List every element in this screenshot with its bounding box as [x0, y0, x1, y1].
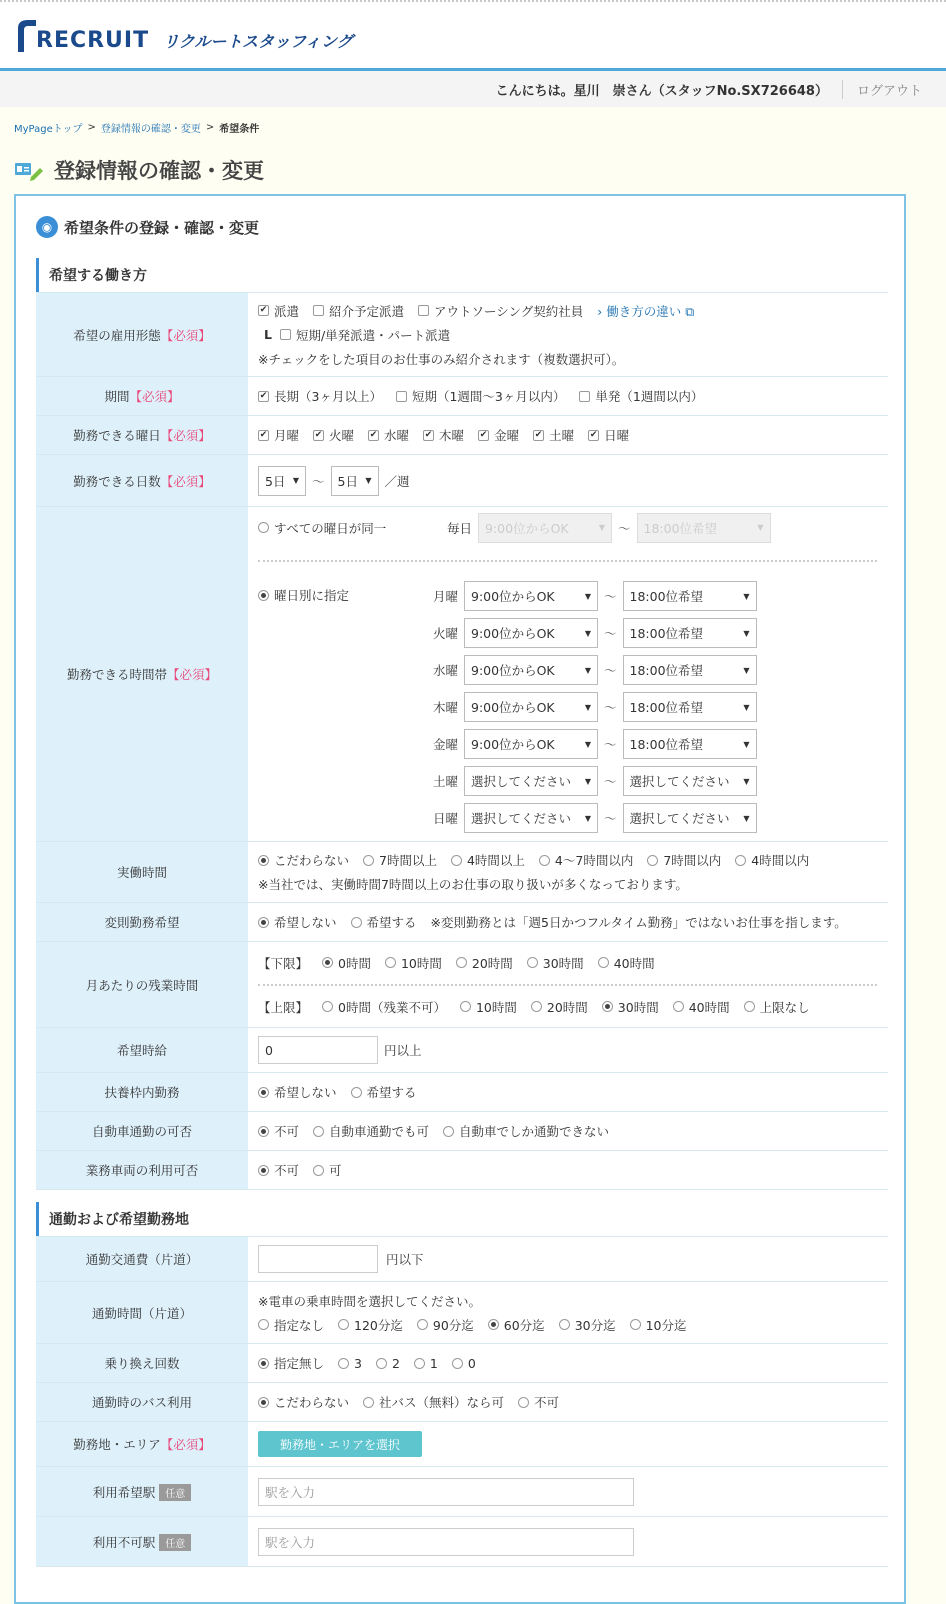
hours-per-day-radio[interactable]: 曜日別に指定	[258, 586, 349, 604]
label-cell: 月あたりの残業時間	[36, 942, 248, 1028]
vehicle-option[interactable]: 可	[313, 1161, 342, 1179]
sat-to-select[interactable]: 選択してください ▼	[623, 766, 757, 796]
radio-icon	[559, 1319, 570, 1330]
label-cell: 扶養枠内勤務	[36, 1073, 248, 1112]
transfer-option[interactable]: 2	[376, 1356, 400, 1371]
radio-icon	[338, 1358, 349, 1369]
label-cell: 変則勤務希望	[36, 903, 248, 942]
mon-to-select[interactable]: 18:00位希望 ▼	[623, 581, 757, 611]
value-cell	[248, 1517, 888, 1567]
dotted-divider	[258, 984, 877, 986]
radio-icon	[460, 1001, 471, 1012]
days-from-select[interactable]: 5日 ▼	[258, 466, 306, 496]
bus-option[interactable]: 不可	[518, 1393, 559, 1411]
recruit-logo[interactable]	[14, 18, 353, 52]
days-to-select[interactable]: 5日 ▼	[331, 466, 379, 496]
overtime-lower-option[interactable]: 0時間	[322, 954, 371, 972]
radio-icon	[417, 1319, 428, 1330]
commute-time-option[interactable]: 120分迄	[338, 1316, 403, 1334]
label-cell: 勤務できる曜日【必須】	[36, 416, 248, 455]
overtime-upper-option[interactable]: 40時間	[673, 998, 730, 1016]
row-bus	[36, 1383, 888, 1422]
weekday-sat[interactable]: ✔ 土曜	[534, 428, 575, 443]
row-time-slots	[36, 507, 888, 842]
work-style-table	[36, 292, 888, 1190]
dropdown-arrow-icon: ▼	[743, 813, 750, 823]
value-cell	[248, 1237, 888, 1282]
radio-selected-icon	[258, 1397, 269, 1408]
hours-all-same-radio[interactable]: すべての曜日が同一	[258, 519, 422, 537]
wed-to-select[interactable]: 18:00位希望 ▼	[623, 655, 757, 685]
label-cell: 業務車両の利用可否	[36, 1151, 248, 1190]
actual-option[interactable]: 4〜7時間以内	[539, 851, 633, 869]
radio-icon	[539, 855, 550, 866]
checkbox-icon	[280, 329, 291, 340]
weekday-mon[interactable]: ✔ 月曜	[259, 428, 300, 443]
value-cell	[248, 842, 888, 903]
value-cell	[248, 416, 888, 455]
thu-to-select[interactable]: 18:00位希望 ▼	[623, 692, 757, 722]
dropdown-arrow-icon: ▼	[743, 776, 750, 786]
overtime-upper-label: 【上限】	[258, 999, 309, 1015]
excluded-station-input[interactable]: 駅を入力	[258, 1528, 634, 1556]
employment-option-short-term[interactable]: 短期/単発派遣・パート派遣	[280, 326, 450, 344]
overtime-lower-option[interactable]: 20時間	[456, 954, 513, 972]
row-days-per-week	[36, 455, 888, 507]
dropdown-arrow-icon: ▼	[584, 776, 591, 786]
dropdown-arrow-icon: ▼	[584, 591, 591, 601]
tag-icon: ◉	[36, 216, 58, 238]
breadcrumb-registration[interactable]: 登録情報の確認・変更	[100, 123, 201, 135]
fri-to-select[interactable]: 18:00位希望 ▼	[623, 729, 757, 759]
radio-icon	[452, 1358, 463, 1369]
car-option[interactable]: 自動車でしか通勤できない	[443, 1122, 609, 1140]
actual-option[interactable]: 7時間以上	[363, 851, 437, 869]
value-cell	[248, 1383, 888, 1422]
tue-to-select[interactable]: 18:00位希望 ▼	[623, 618, 757, 648]
hours-row-sun: 日曜 選択してください ▼ 〜 選択してください ▼	[422, 800, 757, 837]
checkbox-checked-icon: ✔	[369, 429, 378, 440]
wage-input[interactable]: 0	[258, 1036, 378, 1064]
row-weekdays	[36, 416, 888, 455]
logo-subtext: リクルートスタッフィング	[163, 32, 353, 51]
irregular-option[interactable]: 希望しない	[258, 913, 337, 931]
label-cell: 期間【必須】	[36, 377, 248, 416]
overtime-lower-label: 【下限】	[258, 955, 309, 971]
preferred-station-input[interactable]: 駅を入力	[258, 1478, 634, 1506]
dropdown-arrow-icon: ▼	[584, 628, 591, 638]
value-cell	[248, 1073, 888, 1112]
radio-icon	[598, 957, 609, 968]
row-transfers	[36, 1344, 888, 1383]
weekday-sun[interactable]: ✔ 日曜	[589, 428, 630, 443]
value-cell	[248, 903, 888, 942]
radio-icon	[647, 855, 658, 866]
commute-time-option[interactable]: 90分迄	[417, 1316, 474, 1334]
mon-from-select[interactable]: 9:00位からOK ▼	[464, 581, 598, 611]
recruit-logo-mark-icon	[14, 18, 38, 52]
weekday-fri[interactable]: ✔ 金曜	[479, 428, 520, 443]
user-bar	[0, 71, 946, 107]
row-excluded-station	[36, 1517, 888, 1567]
radio-selected-icon	[258, 590, 269, 601]
commute-time-option[interactable]: 10分迄	[630, 1316, 687, 1334]
overtime-upper-option[interactable]: 20時間	[531, 998, 588, 1016]
transfer-option[interactable]: 3	[338, 1356, 362, 1371]
days-unit: ／週	[384, 473, 410, 489]
value-cell	[248, 1112, 888, 1151]
dropdown-arrow-icon: ▼	[584, 813, 591, 823]
checkbox-checked-icon: ✔	[314, 429, 323, 440]
radio-selected-icon	[258, 917, 269, 928]
dropdown-arrow-icon: ▼	[743, 702, 750, 712]
dropdown-arrow-icon: ▼	[584, 665, 591, 675]
irregular-option[interactable]: 希望する	[351, 913, 417, 931]
overtime-upper-option[interactable]: 30時間	[602, 998, 659, 1016]
external-link-icon: ⧉	[685, 303, 695, 319]
value-cell: すべての曜日が同一 毎日 9:00位からOK ▼ 〜 18:00位希望 ▼ 曜日別に指定 月曜 9:00位からOK ▼ 〜 18:00位希望 ▼ 火曜 9:00位からOK ▼ 〜 18:00位希望 ▼ 水曜 9:00位からOK ▼ 〜 18:00位希望 ▼ 木曜 9:00位からOK ▼ 〜 18:00位希望 ▼ 金曜 9:00位からOK ▼ 〜 18:00位希望 ▼ 土曜 選択してください ▼ 〜 選択してください ▼ 日曜 選択してください ▼ 〜 選択してください ▼	[248, 507, 888, 842]
radio-icon	[673, 1001, 684, 1012]
fare-input[interactable]	[258, 1245, 378, 1273]
actual-option[interactable]: 4時間以上	[451, 851, 525, 869]
radio-icon	[385, 957, 396, 968]
car-option[interactable]: 自動車通勤でも可	[313, 1122, 429, 1140]
value-cell	[248, 1151, 888, 1190]
commute-table	[36, 1236, 888, 1567]
everyday-label: 毎日	[446, 520, 472, 536]
employment-label: 希望の雇用形態	[73, 327, 161, 343]
row-overtime	[36, 942, 888, 1028]
page-title-row	[0, 147, 946, 193]
checkbox-checked-icon: ✔	[424, 429, 433, 440]
vehicle-option[interactable]: 不可	[258, 1161, 299, 1179]
actual-option[interactable]: 7時間以内	[647, 851, 721, 869]
radio-icon	[527, 957, 538, 968]
weekday-thu[interactable]: ✔ 木曜	[424, 428, 465, 443]
radio-selected-icon	[488, 1319, 499, 1330]
hours-row-thu: 木曜 9:00位からOK ▼ 〜 18:00位希望 ▼	[422, 689, 757, 726]
breadcrumb-current: 希望条件	[219, 123, 260, 135]
checkbox-icon	[418, 305, 429, 316]
car-option[interactable]: 不可	[258, 1122, 299, 1140]
wed-from-select[interactable]: 9:00位からOK ▼	[464, 655, 598, 685]
row-company-vehicle	[36, 1151, 888, 1190]
dependent-option[interactable]: 希望しない	[258, 1083, 337, 1101]
row-actual-hours	[36, 842, 888, 903]
weekday-wed[interactable]: ✔ 水曜	[369, 428, 410, 443]
radio-selected-icon	[258, 1126, 269, 1137]
checkbox-checked-icon: ✔	[259, 305, 268, 315]
radio-icon	[363, 1397, 374, 1408]
checkbox-checked-icon: ✔	[534, 429, 543, 440]
preferences-card	[14, 194, 906, 1604]
sat-from-select[interactable]: 選択してください ▼	[464, 766, 598, 796]
fare-unit: 円以下	[386, 1252, 424, 1267]
hours-row-tue: 火曜 9:00位からOK ▼ 〜 18:00位希望 ▼	[422, 615, 757, 652]
radio-icon	[443, 1126, 454, 1137]
label-cell: 利用希望駅 任意	[36, 1467, 248, 1517]
bus-option[interactable]: 社バス（無料）なら可	[363, 1393, 504, 1411]
section-commute-title: 通勤および希望勤務地	[36, 1202, 904, 1236]
overtime-lower-option[interactable]: 10時間	[385, 954, 442, 972]
checkbox-icon	[313, 305, 324, 316]
all-from-select[interactable]: 9:00位からOK ▼	[478, 513, 612, 543]
label-cell: 勤務できる日数【必須】	[36, 455, 248, 507]
hours-row-fri: 金曜 9:00位からOK ▼ 〜 18:00位希望 ▼	[422, 726, 757, 763]
all-to-select[interactable]: 18:00位希望 ▼	[637, 513, 771, 543]
row-preferred-station	[36, 1467, 888, 1517]
radio-icon	[456, 957, 467, 968]
radio-selected-icon	[258, 1087, 269, 1098]
radio-icon	[630, 1319, 641, 1330]
hours-row-wed: 水曜 9:00位からOK ▼ 〜 18:00位希望 ▼	[422, 652, 757, 689]
period-long[interactable]: ✔ 長期（3ヶ月以上）	[259, 389, 382, 404]
dropdown-arrow-icon: ▼	[292, 476, 299, 485]
label-cell: 乗り換え回数	[36, 1344, 248, 1383]
value-cell: 5日 ▼ 〜 5日 ▼ ／週	[248, 455, 888, 507]
label-cell	[36, 293, 248, 377]
work-style-difference-link[interactable]: › 働き方の違い ⧉	[597, 303, 695, 319]
radio-selected-icon	[258, 1165, 269, 1176]
label-cell: 利用不可駅 任意	[36, 1517, 248, 1567]
employment-option-shokai[interactable]: 紹介予定派遣	[313, 302, 404, 320]
row-dependent	[36, 1073, 888, 1112]
overtime-lower-option[interactable]: 30時間	[527, 954, 584, 972]
breadcrumb-mypage-top[interactable]: MyPageトップ	[14, 123, 83, 135]
sun-to-select[interactable]: 選択してください ▼	[623, 803, 757, 833]
label-cell: 通勤交通費（片道）	[36, 1237, 248, 1282]
logout-link[interactable]: ログアウト	[856, 83, 922, 99]
value-cell	[248, 1422, 888, 1467]
user-greeting: こんにちは。星川 崇さん（スタッフNo.SX726648）	[496, 80, 843, 99]
dropdown-arrow-icon: ▼	[743, 739, 750, 749]
radio-icon	[414, 1358, 425, 1369]
overtime-upper-option[interactable]: 上限なし	[744, 998, 810, 1016]
overtime-upper-option[interactable]: 10時間	[460, 998, 517, 1016]
card-header	[16, 196, 904, 258]
thu-from-select[interactable]: 9:00位からOK ▼	[464, 692, 598, 722]
checkbox-checked-icon: ✔	[259, 390, 268, 401]
label-cell: 希望時給	[36, 1028, 248, 1073]
row-employment-type	[36, 293, 888, 377]
overtime-lower-option[interactable]: 40時間	[598, 954, 655, 972]
profile-edit-icon	[14, 159, 44, 181]
card-title: 希望条件の登録・確認・変更	[64, 218, 260, 237]
radio-icon	[258, 522, 269, 533]
checkbox-checked-icon: ✔	[589, 429, 598, 440]
irregular-note: ※変則勤務とは「週5日かつフルタイム勤務」ではないお仕事を指します。	[430, 915, 847, 930]
page-title: 登録情報の確認・変更	[54, 159, 264, 183]
commute-time-option[interactable]: 60分迄	[488, 1316, 545, 1334]
employment-option-outsourcing[interactable]: アウトソーシング契約社員	[418, 302, 583, 320]
tue-from-select[interactable]: 9:00位からOK ▼	[464, 618, 598, 648]
radio-icon	[744, 1001, 755, 1012]
radio-icon	[313, 1165, 324, 1176]
row-commute-time	[36, 1282, 888, 1344]
row-commute-fare	[36, 1237, 888, 1282]
checkbox-icon	[396, 391, 407, 402]
checkbox-checked-icon: ✔	[259, 429, 268, 440]
period-short[interactable]: 短期（1週間〜3ヶ月以内）	[396, 387, 565, 405]
label-cell: 勤務地・エリア【必須】	[36, 1422, 248, 1467]
radio-icon	[313, 1126, 324, 1137]
breadcrumb-separator: >	[87, 121, 96, 133]
breadcrumb-separator: >	[205, 121, 215, 133]
sun-from-select[interactable]: 選択してください ▼	[464, 803, 598, 833]
commute-time-note: ※電車の乗車時間を選択してください。	[258, 1293, 481, 1309]
transfer-option[interactable]: 指定無し	[258, 1354, 324, 1372]
value-cell	[248, 1344, 888, 1383]
value-cell	[248, 1028, 888, 1073]
radio-icon	[363, 855, 374, 866]
value-cell	[248, 1467, 888, 1517]
radio-icon	[351, 917, 362, 928]
radio-icon	[322, 1001, 333, 1012]
radio-selected-icon	[258, 1358, 269, 1369]
dependent-option[interactable]: 希望する	[351, 1083, 417, 1101]
optional-badge: 任意	[159, 1534, 191, 1551]
hours-row-mon: 月曜 9:00位からOK ▼ 〜 18:00位希望 ▼	[422, 578, 757, 615]
overtime-upper-option[interactable]: 0時間（残業不可）	[322, 998, 446, 1016]
value-cell	[248, 293, 888, 377]
label-cell: 勤務できる時間帯【必須】	[36, 507, 248, 842]
dropdown-arrow-icon: ▼	[365, 476, 372, 485]
value-cell	[248, 377, 888, 416]
row-wage	[36, 1028, 888, 1073]
bus-option[interactable]: こだわらない	[258, 1393, 349, 1411]
fri-from-select[interactable]: 9:00位からOK ▼	[464, 729, 598, 759]
radio-icon	[531, 1001, 542, 1012]
required-mark: 【必須】	[160, 327, 211, 343]
radio-icon	[338, 1319, 349, 1330]
commute-time-option[interactable]: 指定なし	[258, 1316, 324, 1334]
radio-icon	[451, 855, 462, 866]
label-cell: 自動車通勤の可否	[36, 1112, 248, 1151]
dropdown-arrow-icon: ▼	[757, 523, 764, 532]
weekday-tue[interactable]: ✔ 火曜	[314, 428, 355, 443]
actual-note: ※当社では、実働時間7時間以上のお仕事の取り扱いが多くなっております。	[258, 877, 688, 892]
dropdown-arrow-icon: ▼	[743, 591, 750, 601]
section-work-style-title: 希望する働き方	[36, 258, 904, 292]
radio-selected-icon	[602, 1001, 613, 1012]
dropdown-arrow-icon: ▼	[598, 523, 605, 532]
row-work-area	[36, 1422, 888, 1467]
value-cell	[248, 942, 888, 1028]
employment-option-haken[interactable]: ✔ 派遣	[259, 303, 300, 319]
row-period	[36, 377, 888, 416]
radio-icon	[735, 855, 746, 866]
radio-icon	[376, 1358, 387, 1369]
dropdown-arrow-icon: ▼	[584, 739, 591, 749]
employment-note: ※チェックをした項目のお仕事のみ紹介されます（複数選択可）。	[258, 351, 625, 367]
breadcrumb	[0, 107, 946, 147]
logo-text: RECRUIT	[36, 28, 150, 53]
label-cell: 実働時間	[36, 842, 248, 903]
dotted-divider	[258, 560, 877, 562]
site-header	[0, 6, 946, 68]
radio-icon	[518, 1397, 529, 1408]
radio-selected-icon	[322, 957, 333, 968]
actual-option[interactable]: 4時間以内	[735, 851, 809, 869]
select-area-button[interactable]: 勤務地・エリアを選択	[258, 1431, 422, 1457]
radio-icon	[351, 1087, 362, 1098]
dropdown-arrow-icon: ▼	[584, 702, 591, 712]
actual-option[interactable]: こだわらない	[258, 851, 349, 869]
hours-row-sat: 土曜 選択してください ▼ 〜 選択してください ▼	[422, 763, 757, 800]
checkbox-checked-icon: ✔	[479, 429, 488, 440]
label-cell: 通勤時のバス利用	[36, 1383, 248, 1422]
transfer-option[interactable]: 0	[452, 1356, 476, 1371]
radio-selected-icon	[258, 855, 269, 866]
sub-option-prefix: L	[264, 327, 272, 342]
value-cell	[248, 1282, 888, 1344]
dropdown-arrow-icon: ▼	[743, 628, 750, 638]
wage-unit: 円以上	[384, 1043, 422, 1058]
row-car-commute	[36, 1112, 888, 1151]
commute-time-option[interactable]: 30分迄	[559, 1316, 616, 1334]
radio-icon	[258, 1319, 269, 1330]
transfer-option[interactable]: 1	[414, 1356, 438, 1371]
optional-badge: 任意	[159, 1484, 191, 1501]
checkbox-icon	[579, 391, 590, 402]
row-irregular	[36, 903, 888, 942]
period-oneoff[interactable]: 単発（1週間以内）	[579, 387, 703, 405]
label-cell: 通勤時間（片道）	[36, 1282, 248, 1344]
dropdown-arrow-icon: ▼	[743, 665, 750, 675]
